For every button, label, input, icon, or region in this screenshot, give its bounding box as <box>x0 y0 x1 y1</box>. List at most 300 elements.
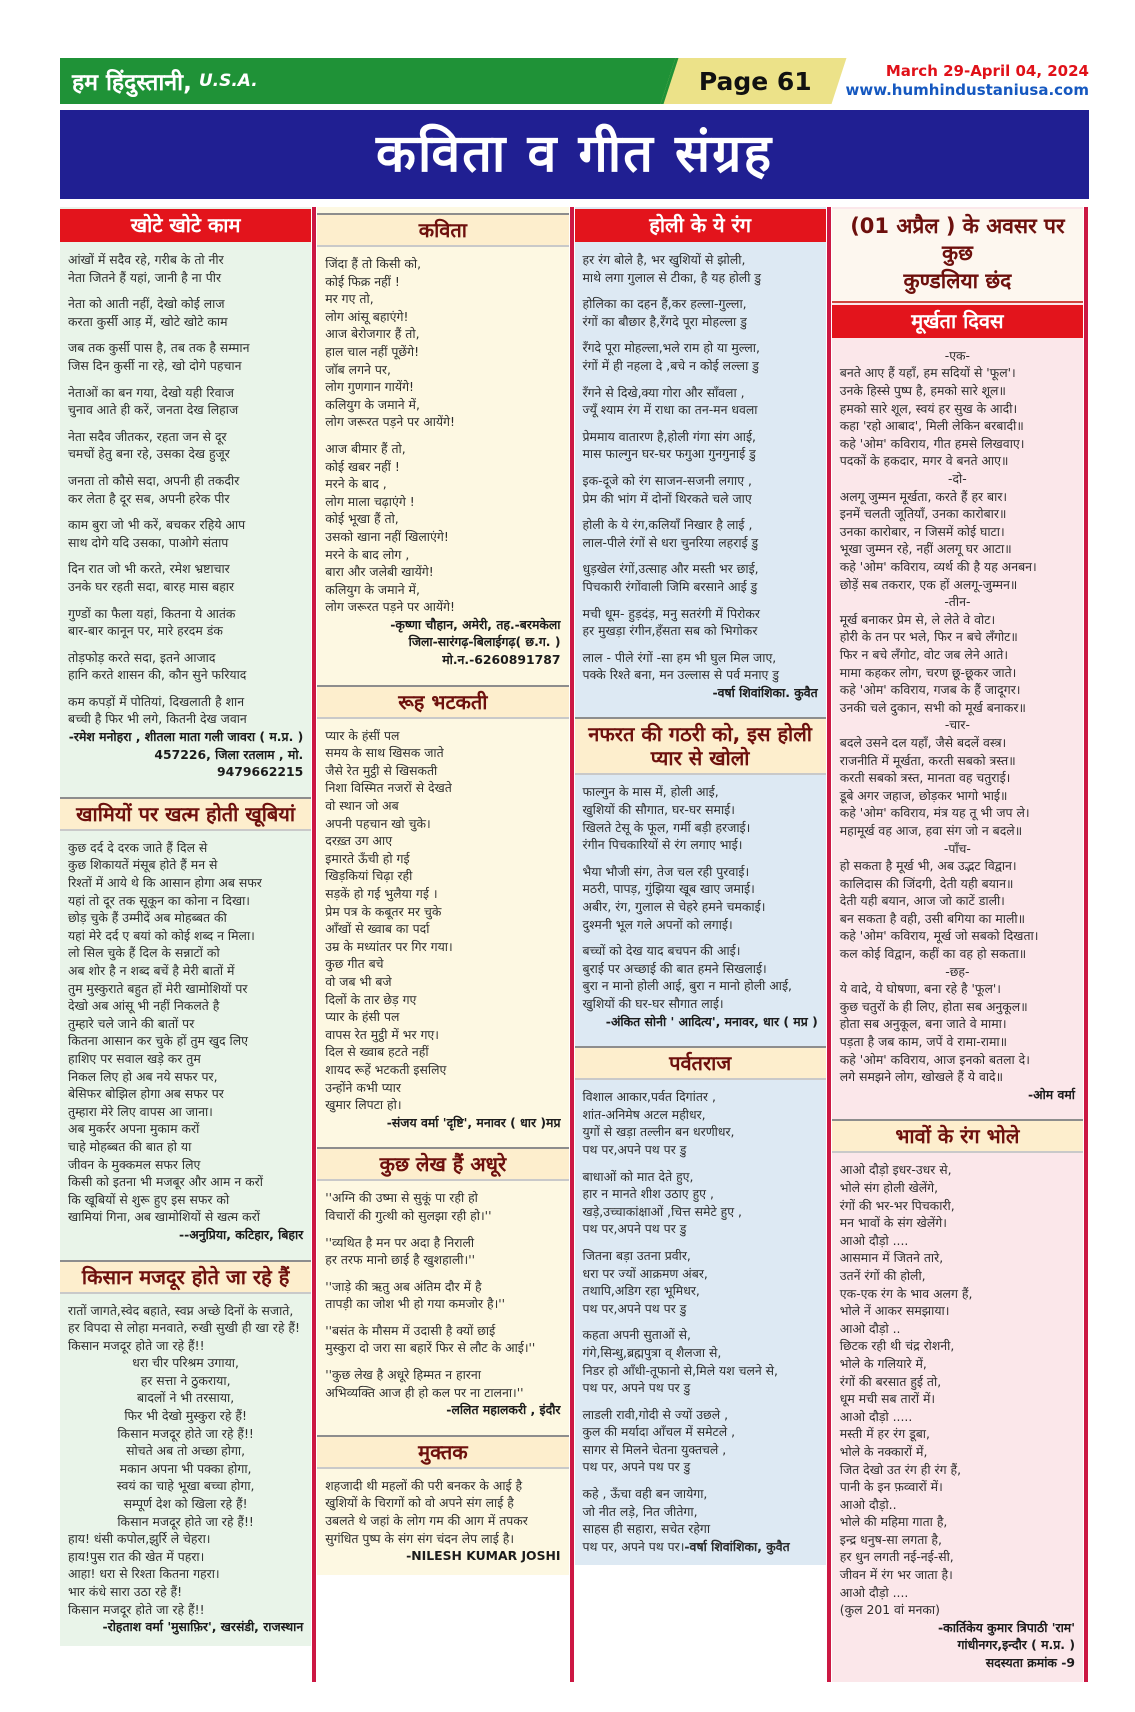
poem-line: तुम मुस्कुराते बहुत हों मेरी खामोशियों पर <box>68 980 248 996</box>
stanza-gap <box>325 1269 560 1278</box>
section-header: खोटे खोटे काम <box>60 209 311 242</box>
poem-line: कोई खबर नहीं ! <box>325 458 400 474</box>
stanza-gap <box>583 1476 818 1485</box>
page-number-badge <box>661 58 847 104</box>
poem-line: मूर्ख बनाकर प्रेम से, ले लेते वे वोट। <box>839 611 996 627</box>
poem-body <box>575 781 826 1040</box>
poem-line: करती सबको त्रस्त, मानता वह चतुराई। <box>839 770 1011 786</box>
poem-line: समय के साथ खिसक जाते <box>325 745 444 761</box>
poem-line: किसान मजदूर होते जा रहे हैं!! <box>68 1601 205 1617</box>
poem-line: कलियुग के जमाने में, <box>325 581 420 597</box>
column-1 <box>60 207 311 1646</box>
poem-line: हो सकता है मूर्ख भी, अब उद्भट विद्वान। <box>839 858 1017 874</box>
poem-line: धरा चीर परिश्रम उगाया, <box>132 1355 239 1371</box>
poem-line: -पाँच- <box>943 840 971 856</box>
poem-line: लाल-पीले रंगों से धरा चुनरिया लहराई डु <box>582 534 759 550</box>
poem-line: किसान मजदूर होते जा रहे हैं!! <box>117 1513 254 1529</box>
poem-line: मठरी, पापड़, गुंझिया खूब खाए जमाई। <box>582 881 755 897</box>
poem-line: हाल चाल नहीं पूछेंगे! <box>325 343 420 359</box>
poem-line: खुशियों के चिरागों को वो अपने संग लाई है <box>325 1495 514 1511</box>
stanza-gap <box>325 1225 560 1234</box>
poem-line: देखो अब आंसू भी नहीं निकलते है <box>68 998 220 1014</box>
poem-line: चुनाव आते ही करें, जनता देख लिहाज <box>68 402 239 418</box>
poem-line: होरी के तन पर भले, फिर न बचे लँगोट॥ <box>839 629 1018 645</box>
poem-line: फिर भी देखो मुस्कुरा रहे हैं! <box>124 1408 247 1424</box>
section-header: रूह भटकती <box>317 685 568 719</box>
poem-line: गुण्डों का फैला यहां, कितना ये आतंक <box>68 605 236 621</box>
poem-line: युगों से खड़ा तल्लीन बन धरणीधर, <box>582 1124 735 1140</box>
poem-line: कितना आसान कर चुके हों तुम खुद लिए <box>68 1033 248 1049</box>
poem-line: कहे 'ओम' कविराय, मूर्ख जो सबको दिखता। <box>839 928 1039 944</box>
poem-line: -छह- <box>945 963 970 979</box>
poem-body <box>575 249 826 711</box>
poem-line: ये वादे, ये घोषणा, बना रहे है 'फूल'। <box>839 981 1001 997</box>
stanza-gap <box>583 854 818 863</box>
paper-name: हम हिंदुस्तानी, <box>72 70 192 96</box>
poem-line: धुड़खेल रंगों,उत्साह और मस्ती भर छाई, <box>582 561 759 577</box>
poem-line: शांत-अनिमेष अटल महीधर, <box>582 1106 706 1122</box>
poem-line: लाडली रावी,गोदी से ज्यों उछले , <box>582 1406 729 1422</box>
poem-line: नेताओं का बन गया, देखो यही रिवाज <box>68 384 234 400</box>
section-header: कुछ लेख हैं अधूरे <box>317 1147 568 1181</box>
section-header: पर्वतराज <box>575 1046 826 1080</box>
poem-line: पदकों के हकदार, मगर वे बनते आए॥ <box>839 453 1009 469</box>
column-separator <box>827 207 831 1682</box>
poem-line: कुछ दर्द दे दरक जाते हैं दिल से <box>68 839 208 855</box>
stanza-gap <box>583 330 818 339</box>
poem-line: सड़कें हो गई भुलैया गई । <box>325 886 438 901</box>
stanza-gap <box>583 933 818 942</box>
poem-line: काम बुरा जो भी करें, बचकर रहिये आप <box>68 517 246 533</box>
poem-line: प्रेममाय वातारण है,होली गंगा संग आई, <box>582 428 756 444</box>
poem-line: कुछ शिकायतें मंसूब होते हैं मन से <box>68 857 218 873</box>
poem-line: माथे लगा गुलाल से टीका, है यह होली डु <box>582 269 761 285</box>
poem-line: -एक- <box>944 347 971 363</box>
poem-line: आज बीमार हैं तो, <box>325 440 406 456</box>
poem-line: प्रेम की भांग में दोनों थिरकते चले जाए <box>582 490 752 506</box>
poem-line: खड़े,उच्चाकांक्षाओं ,चित्त समेटे हुए , <box>582 1203 742 1219</box>
poem-line: निडर हो आँधी-तूफानो से,मिले यश चलने से, <box>582 1362 778 1378</box>
poem-line: हर मुखड़ा रंगीन,हँसता सब को भिगोकर <box>582 623 758 639</box>
poem-line: हार न मानते शीश उठाए हुए , <box>582 1186 714 1202</box>
poem-line: कि खूबियों से शुरू हुए इस सफर को <box>68 1191 230 1207</box>
poem-line: -चार- <box>944 717 970 733</box>
stanza-gap <box>583 507 818 516</box>
poem-signature: -अंकित सोनी ' आदित्य', मनावर, धार ( मप्र ) <box>605 1013 818 1029</box>
poem-signature: -रोहताश वर्मा 'मुसाफ़िर', खरसंडी, राजस्थान <box>102 1619 304 1635</box>
poem-line: इमारते ऊँची हो गई <box>325 850 410 866</box>
poem-line: इन्द्र धनुष-सा लगता है, <box>839 1531 942 1547</box>
section-header: होली के ये रंग <box>575 209 826 242</box>
poem-line: किसी को इतना भी मजबूर और आम न करों <box>68 1174 263 1190</box>
poem-line: जैसे रेत मुट्ठी से खिसकती <box>325 762 438 778</box>
poem-line: उन्होंने कभी प्यार <box>325 1079 401 1095</box>
poem-line: बनते आए हैं यहाँ, हम सदियों से 'फूल'। <box>839 365 1016 381</box>
poem-signature: जिला-सारंगढ़-बिलाईगढ़( छ.ग. ) <box>408 634 561 650</box>
poem-line: जॉब लगने पर, <box>325 361 391 377</box>
poem-line: मुस्कुरा दो जरा सा बहारें फिर से लौट के आई।'' <box>325 1340 536 1356</box>
poem-line: खिलते टेसू के फूल, गर्मी बड़ी हरजाई। <box>582 819 751 835</box>
poem-line: जीवन के मुक्कमल सफर लिए <box>68 1156 201 1172</box>
stanza-gap <box>68 596 303 605</box>
poem-line: मस्ती में हर रंग डूबा, <box>839 1426 930 1442</box>
poem-line: डूबे अगर जहाज, छोड़कर भागो भाई॥ <box>839 787 1008 803</box>
poem-line: जितना बड़ा उतना प्रवीर, <box>582 1247 691 1263</box>
poem-line: उनकी चले दुकान, सभी को मूर्ख बनाकर॥ <box>839 699 1026 715</box>
poem-line: कोई फिक्र नहीं ! <box>325 273 400 289</box>
poem-line: कहे , ऊँचा वही बन जायेगा, <box>582 1486 708 1502</box>
poem-line: तुम्हारे चले जाने की बातों पर <box>68 1015 195 1031</box>
poem-line: रिश्तों में आये थे कि आसान होगा अब सफर <box>68 875 262 891</box>
section-header <box>832 209 1083 303</box>
poem-line: शायद रूहें भटकती इसलिए <box>325 1061 447 1077</box>
poem-line: कहे 'ओम' कविराय, गीत हमसे लिखवाए। <box>839 435 1025 451</box>
poem-line: उबलते थे जहां के लोग गम की आग में तपकर <box>325 1513 528 1529</box>
poem-line: पथ पर,अपने पथ पर डु <box>582 1221 687 1237</box>
poem-line: करता कुर्सी आड़ में, खोटे खोटे काम <box>68 313 228 329</box>
poem-line: उनके घर रहती सदा, बारह मास बहार <box>68 578 235 594</box>
poem-line: वापस रेत मुट्ठी में भर गए। <box>325 1026 439 1042</box>
poem-line: जब तक कुर्सी पास है, तब तक है सम्मान <box>68 340 250 356</box>
poem-line: पथ पर,अपने पथ पर डु <box>582 1300 687 1316</box>
column-separator <box>570 207 574 1682</box>
poem-line: लोग जरूरत पड़ने पर आयेंगे! <box>325 599 455 615</box>
poem-line: उम्र के मध्यांतर पर गिर गया। <box>325 938 453 954</box>
stanza-gap <box>583 1159 818 1168</box>
poem-signature: -वर्षा शिवांशिका. कुवैत <box>712 684 818 700</box>
stanza-gap <box>583 640 818 649</box>
poem-line: विचारों की गुत्थी को सुलझा रही हो।'' <box>325 1207 492 1223</box>
poem-line: ''अग्नि की उष्मा से सुकूं पा रही हो <box>325 1190 478 1206</box>
poem-line: ''जाड़े की ऋतु अब अंतिम दौर में है <box>325 1278 482 1294</box>
stanza-gap <box>68 507 303 516</box>
poem-line: आओ दौड़ो .. <box>839 1320 901 1336</box>
poem-line: निशा विस्मित नजरों से देखते <box>325 780 452 796</box>
section-header: खामियों पर खत्म होती खूबियां <box>60 797 311 831</box>
column-separator <box>1084 207 1088 1682</box>
poem-line: रंगों की भर-भर पिचकारी, <box>839 1197 955 1213</box>
poem-line: कहा 'रहो आबाद', मिली लेकिन बरबादी॥ <box>839 418 1024 434</box>
poem-line: कोई भूखा हैं तो, <box>325 511 399 527</box>
poem-line: कुछ गीत बचे <box>325 956 384 972</box>
poem-body <box>575 1086 826 1565</box>
poem-signature: -ललित महालकरी , इंदौर <box>446 1402 561 1418</box>
poem-line: किसान मजदूर होते जा रहे हैं!! <box>68 1337 205 1353</box>
website-url: www.humhindustaniusa.com <box>845 81 1089 99</box>
poem-line: -तीन- <box>944 594 971 610</box>
issue-meta <box>839 58 1089 104</box>
poem-line: हानि करते शासन की, कौन सुने फरियाद <box>68 667 247 683</box>
poem-line: मर गए तो, <box>325 291 374 307</box>
poem-line: सागर से मिलने चेतना युक्तचले , <box>582 1441 727 1457</box>
poem-line: प्रेम पत्र के कबूतर मर चुके <box>325 903 442 919</box>
poem-signature: -संजय वर्मा 'दृष्टि', मनावर ( धार )मप्र <box>386 1114 561 1130</box>
poem-line: विशाल आकार,पर्वत दिगांतर , <box>582 1089 716 1105</box>
poem-line: बच्ची है फिर भी लगे, कितनी देख जवान <box>68 711 247 727</box>
stanza-gap <box>68 551 303 560</box>
poem-line: वो जब भी बजे <box>325 973 392 989</box>
poem-line: उसको खाना नहीं खिलाएंगे! <box>325 528 449 544</box>
poem-body <box>832 1159 1083 1681</box>
poem-line: अभिव्यक्ति आज ही हो कल पर ना टालना।'' <box>325 1384 524 1400</box>
poem-line: जिंदा हैं तो किसी को, <box>325 256 422 271</box>
column-2 <box>317 207 568 1575</box>
poem-line: दिल से ख्वाब हटते नहीं <box>325 1044 429 1060</box>
poem-line: चाहे मोहब्बत की बात हो या <box>68 1138 192 1154</box>
poem-line: पथ पर, अपने पथ पर डु <box>582 1380 691 1396</box>
poem-line: भोले नें आकर समझाया। <box>839 1303 950 1319</box>
poem-line: रंगों का बौछार है,रँगदे पूरा मोहल्ला डु <box>582 313 747 329</box>
section-header: किसान मजदूर होते जा रहे हैं <box>60 1260 311 1294</box>
poem-line: कलियुग के जमाने में, <box>325 396 420 412</box>
poem-line: साहस ही सहारा, सचेत रहेगा <box>582 1521 711 1537</box>
poem-line: बारा और जलेबी खायेंगे! <box>325 564 434 580</box>
poem-line: आओ दौड़ो ..... <box>839 1408 913 1424</box>
poem-line: हर धुन लगती नई-नई-सी, <box>839 1549 954 1565</box>
poem-signature: -वर्षा शिवांशिका, कुवैत <box>684 1538 790 1554</box>
poem-line: मास फाल्गुन घर-घर फगुआ गुनगुनाई डु <box>582 446 756 462</box>
poem-line: हमको सारे शूल, स्वयं हर सुख के आदी। <box>839 400 1018 416</box>
poem-line: लाल - पीले रंगों -सा हम भी घुल मिल जाए, <box>582 649 777 665</box>
poem-line: रंगों की बरसात हुई तो, <box>839 1373 942 1389</box>
poem-line: तोड़फोड़ करते सदा, इतने आजाद <box>68 649 216 665</box>
poem-line: पानी के इन फ़व्वारों में। <box>839 1479 943 1495</box>
poem-line: दुश्मनी भूल गले अपनों को लगाई। <box>582 916 733 932</box>
poem-line: मामा कहकर लोग, चरण छू-छूकर जाते। <box>839 664 1017 680</box>
poem-line: गंगे,सिन्धु,ब्रह्मपुत्रा व् शैलजा से, <box>582 1344 722 1360</box>
poem-line: अब मुकर्रर अपना मुकाम करों <box>68 1121 200 1137</box>
poem-line: रातों जागते,स्वेद बहाते, स्वप्न अच्छे दिनों के सजाते, <box>68 1302 294 1318</box>
column-4 <box>832 207 1083 1682</box>
poem-line: जीवन में रंग भर जाता है। <box>839 1567 953 1583</box>
poem-line: प्यार के हंसी पल <box>325 1009 400 1025</box>
poem-line: पक्के रिश्ते बना, मन उल्लास से पर्व मनाए डु <box>582 667 779 683</box>
poem-line: इनमें चलती जूतियाँ, उनका कारोबार॥ <box>839 506 1007 522</box>
section-header: नफरत की गठरी को, इस होली प्यार से खोलो <box>575 717 826 775</box>
poem-line: मरने के बाद लोग , <box>325 546 410 562</box>
poem-line: सुगंधित पुष्प के संग संग चंदन लेप लाई है। <box>325 1530 515 1546</box>
poem-line: उतनें रंगों की होली, <box>839 1267 926 1283</box>
poem-line: होलिका का दहन हैं,कर हल्ला-गुल्ला, <box>582 296 747 312</box>
poem-signature: गांधीनगर,इन्दौर ( म.प्र. ) <box>957 1637 1075 1653</box>
column-3 <box>575 207 826 1565</box>
poem-line: भार कंधे सारा उठा रहे हैं! <box>68 1584 183 1599</box>
poem-line: किसान मजदूर होते जा रहे हैं!! <box>117 1425 254 1441</box>
section-title: कविता व गीत संग्रह <box>375 124 774 184</box>
poem-line: स्वयं का चाहे भूखा बच्चा होगा, <box>116 1478 255 1494</box>
poem-line: आहा! धरा से रिश्ता कितना गहरा। <box>68 1566 220 1582</box>
poem-line: दिन रात जो भी करते, रमेश भ्रष्टाचार <box>68 561 230 577</box>
stanza-gap <box>325 431 560 440</box>
stanza-gap <box>583 551 818 560</box>
poem-line: महामूर्ख वह आज, हवा संग जो न बदले॥ <box>839 822 1023 838</box>
section-header: कविता <box>317 213 568 247</box>
poem-line: कहे 'ओम' कविराय, मंत्र यह तू भी जप ले। <box>839 805 1030 821</box>
poem-body <box>60 249 311 791</box>
poem-line: प्यार के हंसीं पल <box>325 727 400 743</box>
poem-line: हाय!पुस रात की खेत में पहरा। <box>68 1548 205 1564</box>
poem-line: -दो- <box>948 471 967 487</box>
poem-line: चमचों हेतु बना रहे, उसका देख हुजूर <box>68 446 230 462</box>
poem-line: बाधाओं को मात देते हुए, <box>582 1168 694 1184</box>
poem-line: उनके हिस्से पुष्प है, हमको सारे शूल॥ <box>839 383 1006 399</box>
poem-body <box>60 1300 311 1646</box>
stanza-gap <box>68 286 303 295</box>
poem-line: आओ दौड़ो .... <box>839 1584 909 1600</box>
poem-line: अब शोर है न शब्द बचें है मेरी बातों में <box>68 963 235 978</box>
poem-line: रँगदे पूरा मोहल्ला,भले राम हो या मुल्ला, <box>582 340 760 356</box>
poem-line: मन भावों के संग खेलेंगे। <box>839 1215 947 1231</box>
poem-line: खुशियों की घर-घर सौगात लाई। <box>582 996 724 1011</box>
poem-line: जिस दिन कुर्सी ना रहे, खो दोगे पहचान <box>68 357 242 373</box>
poem-line: हर तरफ मानो छाई है खुशहाली।'' <box>325 1252 476 1268</box>
poem-line: हाशिए पर सवाल खड़े कर तुम <box>68 1050 201 1066</box>
poem-line: धूम मची सब तारों में। <box>839 1391 936 1407</box>
poem-line: लोग आंसू बहाएंगे! <box>325 308 409 324</box>
section-title-banner <box>60 110 1089 199</box>
poem-line: मची धूम- हुड़दंड़, मनु सतरंगी में पिरोकर <box>582 605 760 621</box>
poem-line: ज्यूँ श्याम रंग में राधा का तन-मन धवला <box>582 402 758 418</box>
poem-line: लो सिल चुके हैं दिल के सन्नाटों को <box>68 945 220 961</box>
poem-line: बुराई पर अच्छाई की बात हमने सिखलाई। <box>582 960 767 976</box>
poem-line: जनता तो कौसे सदा, अपनी ही तकदीर <box>68 472 240 488</box>
poem-line: यहां तो दूर तक सूकून का कोना न दिखा। <box>68 892 250 908</box>
section-header-line: कुण्डलिया छंद <box>903 268 1012 293</box>
poem-line: धरा पर ज्यों आक्रमण अंबर, <box>582 1265 708 1281</box>
poem-line: बुरा न मानो होली आई, बुरा न मानो होली आई, <box>582 978 792 994</box>
poem-line: आसमान में जितने तारे, <box>839 1250 944 1266</box>
poem-line: बच्चों को देख याद बचपन की आई। <box>582 943 741 959</box>
poem-line: (कुल 201 वां मनका) <box>839 1602 940 1618</box>
page-number: Page 61 <box>698 66 812 96</box>
stanza-gap <box>68 419 303 428</box>
poem-line: एक-एक रंग के भाव अलग हैं, <box>839 1285 973 1301</box>
poem-line: राजनीति में मूर्खता, करती सबको त्रस्त॥ <box>839 752 1016 768</box>
poem-line: दिलों के तार छेड़ गए <box>325 991 417 1007</box>
poem-body <box>317 1187 568 1429</box>
paper-region: U.S.A. <box>198 71 258 91</box>
poem-line: अपनी पहचान खो चुके। <box>325 815 431 831</box>
poem-line: बादलों ने भी तरसाया, <box>137 1390 235 1406</box>
stanza-gap <box>583 286 818 295</box>
poem-line: सोचते अब तो अच्छा होगा, <box>126 1443 246 1459</box>
poem-line: आओ दौड़ो इधर-उधर से, <box>839 1162 952 1178</box>
poem-line: देती यही बयान, आज जो काटें डाली। <box>839 893 1005 909</box>
poem-line: रंगीन पिचकारियों से रंग लगाए भाई। <box>582 837 743 853</box>
poem-line: छोड़ चुके हैं उम्मीदें अब मोहब्बत की <box>68 910 227 926</box>
poem-line: कहे 'ओम' कविराय, गजब के हैं जादूगर। <box>839 682 1021 698</box>
poem-body <box>317 725 568 1142</box>
poem-line: आँखों से ख्वाब का पर्दा <box>325 921 430 937</box>
poem-line: खिड़कियां चिढ़ा रही <box>325 868 413 884</box>
poem-signature: -कार्तिकेय कुमार त्रिपाठी 'राम' <box>938 1619 1075 1635</box>
poem-line: आज बेरोजगार हैं तो, <box>325 326 420 342</box>
poem-line: हाय! धंसी कपोल,झुर्रि ले चेहरा। <box>68 1531 211 1547</box>
poem-line: मकान अपना भी पक्का होगा, <box>119 1460 252 1476</box>
poem-line: बार-बार कानून पर, मारे हरदम डंक <box>68 623 223 639</box>
stanza-gap <box>68 330 303 339</box>
stanza-gap <box>583 375 818 384</box>
poem-line: आंखों में सदैव रहे, गरीब के तो नीर <box>68 252 224 267</box>
stanza-gap <box>583 463 818 472</box>
poem-line: इक-दूजे को रंग साजन-सजनी लगाए , <box>582 472 752 488</box>
section-header: मूर्खता दिवस <box>832 305 1083 338</box>
section-header: मुक्तक <box>317 1435 568 1469</box>
poem-line: जित देखो उत रंग ही रंग हैं, <box>839 1461 962 1477</box>
poem-signature: -NILESH KUMAR JOSHI <box>406 1548 561 1564</box>
stanza-gap <box>583 1397 818 1406</box>
poem-line: पथ पर, अपने पथ पर डु <box>582 1459 691 1475</box>
poem-line: रंगों में ही नहला दे ,बचे न कोई लल्ला डु <box>582 357 759 373</box>
poem-line: खुमार लिपटा हो। <box>325 1097 402 1113</box>
stanza-gap <box>68 640 303 649</box>
stanza-gap <box>325 1313 560 1322</box>
poem-line: आओ दौड़ो.. <box>839 1496 897 1512</box>
poem-line: निकल लिए हो अब नये सफर पर, <box>68 1068 218 1084</box>
poem-line: कहे 'ओम' कविराय, आज इनको बतला दे। <box>839 1051 1030 1067</box>
poem-line: ''कुछ लेख है अधूरे हिम्मत न हारना <box>325 1367 481 1383</box>
poem-line: ''व्यथित है मन पर अदा है निराली <box>325 1234 475 1250</box>
poem-line: फिर न बचे लँगोट, वोट जब लेने आते। <box>839 646 1009 662</box>
poem-line: वो स्थान जो अब <box>325 798 399 814</box>
poem-line: पथ पर,अपने पथ पर डु <box>582 1141 687 1157</box>
poem-line: अलगू जुम्मन मूर्खता, करते हैं हर बार। <box>839 488 1008 504</box>
poem-body <box>60 837 311 1254</box>
poem-line: यहां मेरे दर्द ए बयां को कोई शब्द न मिला। <box>68 927 255 943</box>
poem-line: लोग गुणगान गायेंगे! <box>325 379 415 395</box>
poetry-columns <box>60 207 1089 1682</box>
paper-name-banner <box>60 58 682 104</box>
poem-line: नेता जितने हैं यहां, जानी है ना पीर <box>68 269 222 285</box>
poem-signature: --अनुप्रिया, कटिहार, बिहार <box>178 1226 304 1242</box>
stanza-gap <box>583 596 818 605</box>
poem-line: शहजादी थी महलों की परी बनकर के आई है <box>325 1477 523 1493</box>
poem-line: सम्पूर्ण देश को खिला रहे हैं! <box>123 1496 248 1512</box>
poem-line: पड़ता है जब काम, जपें वे रामा-रामा॥ <box>839 1034 1008 1050</box>
poem-line: अबीर, रंग, गुलाल से चेहरे हमने चमकाई। <box>582 899 766 915</box>
poem-line: उनका कारोबार, न जिसमें कोई घाटा। <box>839 523 1005 539</box>
poem-line: ''बसंत के मौसम में उदासी है क्यों छाई <box>325 1322 496 1338</box>
poem-line: तापड़ी का जोश भी हो गया कमजोर है।'' <box>325 1296 506 1312</box>
poem-signature: 457226, जिला रतलाम , मो. 9479662215 <box>154 746 304 780</box>
stanza-gap <box>583 1238 818 1247</box>
stanza-gap <box>325 1357 560 1366</box>
poem-line: हर रंग बोले है, भर खुशियों से झोली, <box>582 252 746 267</box>
poem-line: हर विपदा से लोहा मनवाते, रुखी सुखी ही खा रहे हैं! <box>68 1320 300 1336</box>
column-separator <box>312 207 316 1682</box>
stanza-gap <box>583 419 818 428</box>
stanza-gap <box>68 375 303 384</box>
poem-line: बदले उसने दल यहाँ, जैसे बदलें वस्त्र। <box>839 734 1007 750</box>
masthead <box>60 58 1089 104</box>
poem-line: रँगने से दिखे,क्या गोरा और साँवला , <box>582 384 745 400</box>
poem-signature: -ओम वर्मा <box>1027 1086 1075 1102</box>
poem-line: कुल की मर्यादा आँचल में समेटले , <box>582 1424 736 1440</box>
poem-line: कालिदास की जिंदगी, देती यही बयान॥ <box>839 875 1014 891</box>
poem-line: भोले संग होली खेलेंगे, <box>839 1180 939 1196</box>
poem-line: पथ पर, अपने पथ पर।-वर्षा शिवांशिका, कुवैत <box>582 1538 790 1554</box>
poem-line: होली के ये रंग,कलियाँ निखार है लाई , <box>582 517 753 533</box>
poem-signature: -कृष्णा चौहान, अमेरी, तह.-बरमकेला <box>390 616 561 632</box>
poem-line: पिचकारी रंगोंवाली जिमि बरसाने आई डु <box>582 578 758 594</box>
poem-line: कहे 'ओम' कविराय, व्यर्थ की है यह अनबन। <box>839 559 1037 575</box>
poem-line: लोग माला चढ़ाएंगे ! <box>325 493 415 509</box>
poem-line: भोले के गलियारे में, <box>839 1355 927 1371</box>
poem-line: बन सकता है वही, उसी बगिया का माली॥ <box>839 910 1026 926</box>
poem-line: छोड़ें सब तकरार, एक हों अलगू-जुम्मन॥ <box>839 576 1018 592</box>
poem-line: मरने के बाद , <box>325 476 387 492</box>
section-header-line: (01 अप्रैल ) के अवसर पर कुछ <box>850 214 1065 266</box>
